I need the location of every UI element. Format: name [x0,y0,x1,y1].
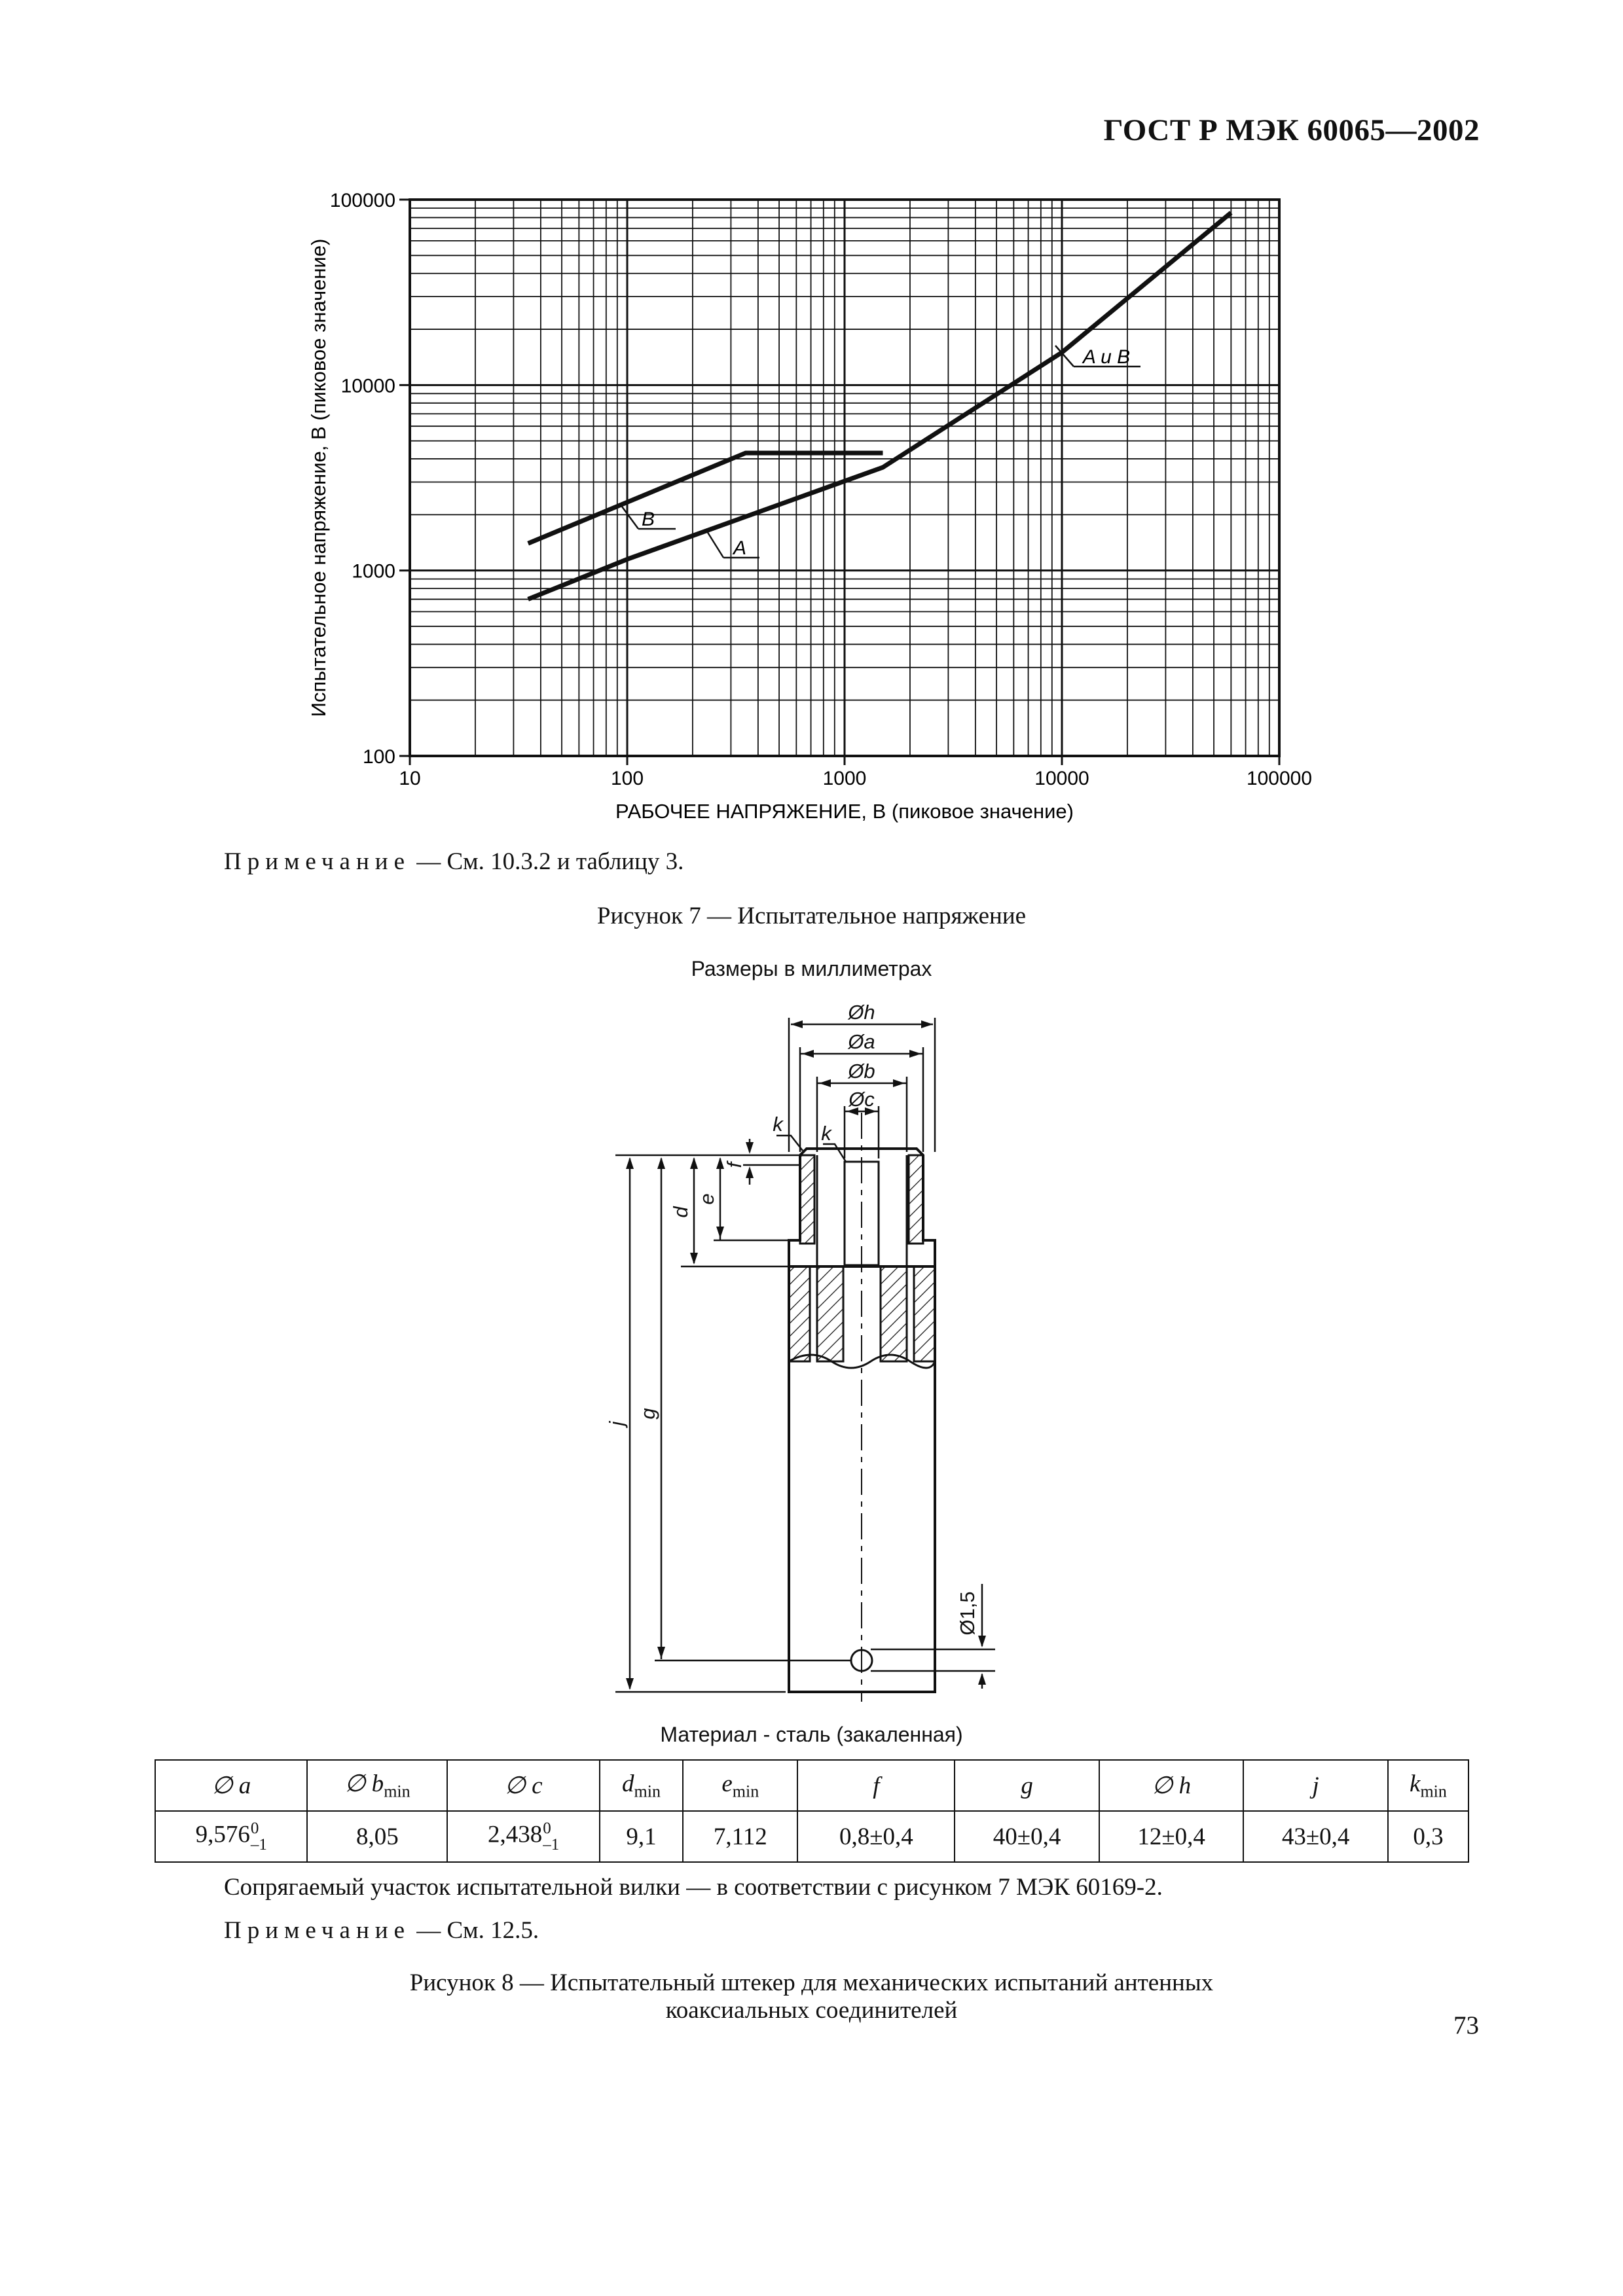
value-h: 12±0,4 [1099,1811,1244,1862]
dim-j: j [605,1421,628,1426]
dim-d: d [669,1206,692,1218]
dim-k-outer: k [773,1113,783,1136]
page-number: 73 [1453,2011,1479,2039]
mating-text: Сопрягаемый участок испытательной вилки — в соответствии с рисунком 7 МЭК 60169-2. [224,1874,1163,1901]
value-d: 9,1 [600,1811,683,1862]
outer-wall-right [909,1155,923,1244]
note-label: Примечание [224,1917,410,1944]
label-ab: A и B [1082,346,1131,368]
dim-hole: Ø1,5 [956,1591,979,1636]
value-e: 7,112 [683,1811,797,1862]
dim-e: e [695,1193,718,1205]
dim-b: Øb [848,1060,875,1083]
dimensions-table [155,1759,1469,1863]
x-tick-label: 10000 [1034,768,1089,789]
y-axis-title: Испытательное напряжение, В (пиковое значение) [307,238,330,717]
y-tick-label: 10000 [340,375,395,397]
label-b: B [641,509,655,530]
header-k: $k_{min}$ [1388,1760,1468,1811]
value-b: 8,05 [307,1811,447,1862]
table-header-row [155,1760,1468,1811]
figure8-caption-line1: Рисунок 8 — Испытательный штекер для механических испытаний антенных [409,1969,1214,1996]
value-a: 9,5760 –1 [155,1811,307,1862]
header-h: ∅ h [1099,1760,1244,1811]
header-j: j [1243,1760,1388,1811]
value-g: 40±0,4 [955,1811,1099,1862]
value-c: 2,4380 –1 [447,1811,599,1862]
standard-header: ГОСТ Р МЭК 60065—2002 [1103,113,1480,147]
inner-right [881,1266,907,1361]
y-tick-label: 1000 [352,560,395,583]
header-b: ∅ $b_{min}$ [307,1760,447,1811]
value-k: 0,3 [1388,1811,1468,1862]
dim-g: g [636,1408,659,1420]
dim-k-inner: k [821,1122,831,1145]
header-e: $e_{min}$ [683,1760,797,1811]
dim-h: Øh [848,1001,875,1024]
note-text: — См. 10.3.2 и таблицу 3. [410,848,684,875]
sleeve-right-upper [914,1266,935,1361]
note-label: Примечание [224,848,410,875]
header-f: f [797,1760,955,1811]
dimensions-note: Размеры в миллиметрах [691,957,932,980]
y-tick-label: 100000 [329,190,395,211]
label-a: A [733,537,747,559]
value-j: 43±0,4 [1243,1811,1388,1862]
x-tick-label: 1000 [822,768,867,789]
figure8-caption-line2: коаксиальных соединителей [665,1997,958,2024]
table-row [155,1811,1468,1862]
header-c: ∅ c [447,1760,599,1811]
figure7-caption: Рисунок 7 — Испытательное напряжение [596,903,1027,929]
figure8-note [224,1916,539,1945]
outer-wall-left [800,1155,814,1244]
header-g: g [955,1760,1099,1811]
y-tick-label: 100 [362,746,395,768]
x-tick-label: 10 [399,768,421,789]
dim-f: f [723,1162,746,1168]
x-tick-label: 100000 [1246,768,1313,789]
header-a: ∅ a [155,1760,307,1811]
sleeve-left-upper [789,1266,810,1361]
value-f: 0,8±0,4 [797,1811,955,1862]
header-d: $d_{min}$ [600,1760,683,1811]
note-text: — См. 12.5. [410,1917,539,1944]
inner-left [817,1266,843,1361]
material-note: Материал - сталь (закаленная) [660,1723,963,1746]
x-axis-title: РАБОЧЕЕ НАПРЯЖЕНИЕ, В (пиковое значение) [615,800,1074,823]
dim-a: Øa [848,1030,875,1053]
x-tick-label: 100 [610,768,644,789]
dim-c: Øc [848,1088,875,1111]
